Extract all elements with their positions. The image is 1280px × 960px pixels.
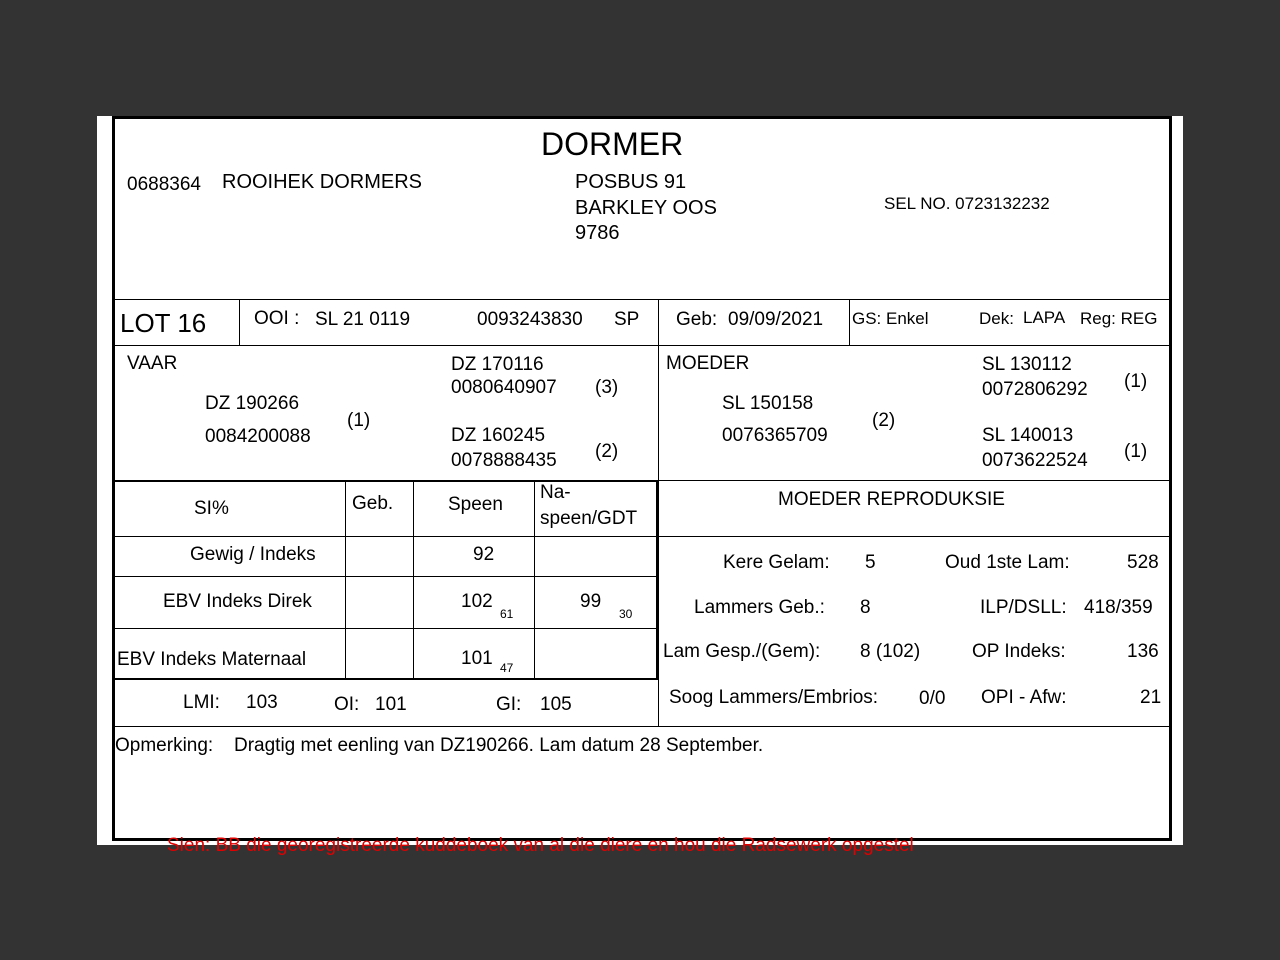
first-lamb-age-value: 528 (1127, 552, 1159, 573)
dek-label: Dek: (979, 309, 1014, 328)
birth-date: 09/09/2021 (728, 309, 824, 330)
address-line-2: BARKLEY OOS (575, 197, 717, 219)
lambs-born-label: Lammers Geb.: (694, 597, 825, 618)
breeder-code: 0688364 (127, 174, 201, 195)
sire-sire-id: DZ 170116 (451, 354, 544, 375)
ooi-grade: SP (614, 309, 640, 330)
divider (112, 628, 658, 629)
remark-label: Opmerking: (115, 735, 214, 756)
divider (413, 480, 414, 678)
opi-deviation-value: 21 (1140, 687, 1162, 708)
suckled-lambs-label: Soog Lammers/Embrios: (669, 687, 879, 708)
cell-number: SEL NO. 0723132232 (884, 194, 1050, 213)
op-index-label: OP Indeks: (972, 641, 1066, 662)
opi-deviation-label: OPI - Afw: (981, 687, 1067, 708)
birth-label: Geb: (676, 309, 718, 330)
sire-count: (1) (347, 410, 371, 431)
lmi-value: 103 (246, 692, 278, 713)
dam-dam-reg: 0073622524 (982, 450, 1088, 471)
divider (239, 299, 240, 345)
lambs-born-value: 8 (860, 597, 871, 618)
ebv-direct-post-wean-accuracy: 30 (619, 607, 633, 621)
ebv-direct-wean-accuracy: 61 (500, 607, 514, 621)
dam-sire-reg: 0072806292 (982, 379, 1088, 400)
divider (112, 536, 1172, 537)
ooi-id: SL 21 0119 (315, 309, 411, 330)
dam-count: (2) (872, 410, 896, 431)
dam-reg: 0076365709 (722, 425, 828, 446)
divider (345, 480, 346, 678)
ilp-dsll-label: ILP/DSLL: (980, 597, 1067, 618)
suckled-lambs-value: 0/0 (919, 688, 946, 709)
ebv-maternal-wean-accuracy: 47 (500, 661, 514, 675)
address-line-1: POSBUS 91 (575, 171, 687, 193)
divider (534, 480, 535, 678)
remark-text: Dragtig met eenling van DZ190266. Lam datum 28 September. (234, 735, 764, 756)
page-title: DORMER (541, 126, 684, 162)
dam-dam-id: SL 140013 (982, 425, 1074, 446)
sire-reg: 0084200088 (205, 426, 311, 447)
sire-sire-count: (3) (595, 377, 619, 398)
ebv-direct-post-wean: 99 (580, 591, 602, 612)
address-line-3: 9786 (575, 222, 620, 244)
frame-left (112, 116, 115, 840)
weight-index-label: Gewig / Indeks (190, 544, 316, 565)
divider (658, 480, 1172, 481)
post-wean-header-line-2: speen/GDT (540, 508, 638, 529)
ilp-dsll-value: 418/359 (1084, 597, 1153, 618)
dam-sire-id: SL 130112 (982, 354, 1072, 375)
oi-value: 101 (375, 694, 407, 715)
lambs-weaned-label: Lam Gesp./(Gem): (663, 641, 821, 662)
breeder-name: ROOIHEK DORMERS (222, 171, 423, 193)
dam-label: MOEDER (666, 353, 750, 374)
divider (112, 678, 658, 680)
times-lambed-label: Kere Gelam: (723, 552, 830, 573)
ebv-maternal-label: EBV Indeks Maternaal (117, 649, 307, 670)
divider (112, 576, 658, 577)
ebv-direct-wean: 102 (461, 591, 493, 612)
frame-right (1169, 116, 1172, 840)
lot-number: LOT 16 (120, 308, 207, 338)
divider (656, 480, 658, 678)
divider (112, 726, 1172, 727)
ooi-reg-number: 0093243830 (477, 309, 583, 330)
times-lambed-value: 5 (865, 552, 876, 573)
sire-dam-id: DZ 160245 (451, 425, 546, 446)
ooi-label: OOI : (254, 308, 300, 329)
lmi-label: LMI: (183, 692, 220, 713)
dam-id: SL 150158 (722, 393, 814, 414)
registration-status: Reg: REG (1080, 309, 1158, 328)
weight-index-wean: 92 (473, 544, 495, 565)
oi-label: OI: (334, 694, 360, 715)
sire-label: VAAR (127, 353, 178, 374)
divider (112, 299, 1172, 300)
wean-header: Speen (448, 494, 503, 515)
reproduction-heading: MOEDER REPRODUKSIE (778, 489, 1005, 510)
op-index-value: 136 (1127, 641, 1159, 662)
birth-header: Geb. (352, 493, 394, 514)
lambs-weaned-value: 8 (102) (860, 641, 921, 662)
sire-sire-reg: 0080640907 (451, 377, 557, 398)
sire-id: DZ 190266 (205, 393, 300, 414)
dam-sire-count: (1) (1124, 371, 1148, 392)
ebv-maternal-wean: 101 (461, 648, 493, 669)
divider (112, 480, 658, 482)
gi-value: 105 (540, 694, 572, 715)
ebv-direct-label: EBV Indeks Direk (163, 591, 312, 612)
lot-card (97, 116, 1183, 856)
dek-value: LAPA (1023, 308, 1066, 327)
sire-dam-reg: 0078888435 (451, 450, 557, 471)
divider (658, 299, 659, 726)
sire-dam-count: (2) (595, 441, 619, 462)
dam-dam-count: (1) (1124, 441, 1148, 462)
post-wean-header-line-1: Na- (540, 482, 571, 503)
footer-note: Sien: BB die georegistreerde kuddeboek van al die diere en hou die Radsewerk opgestel (167, 835, 914, 856)
divider (112, 345, 1172, 346)
divider (849, 299, 850, 345)
si-header: SI% (194, 498, 229, 519)
gs-status: GS: Enkel (852, 309, 929, 328)
first-lamb-age-label: Oud 1ste Lam: (945, 552, 1070, 573)
frame-top (112, 116, 1172, 119)
gi-label: GI: (496, 694, 522, 715)
